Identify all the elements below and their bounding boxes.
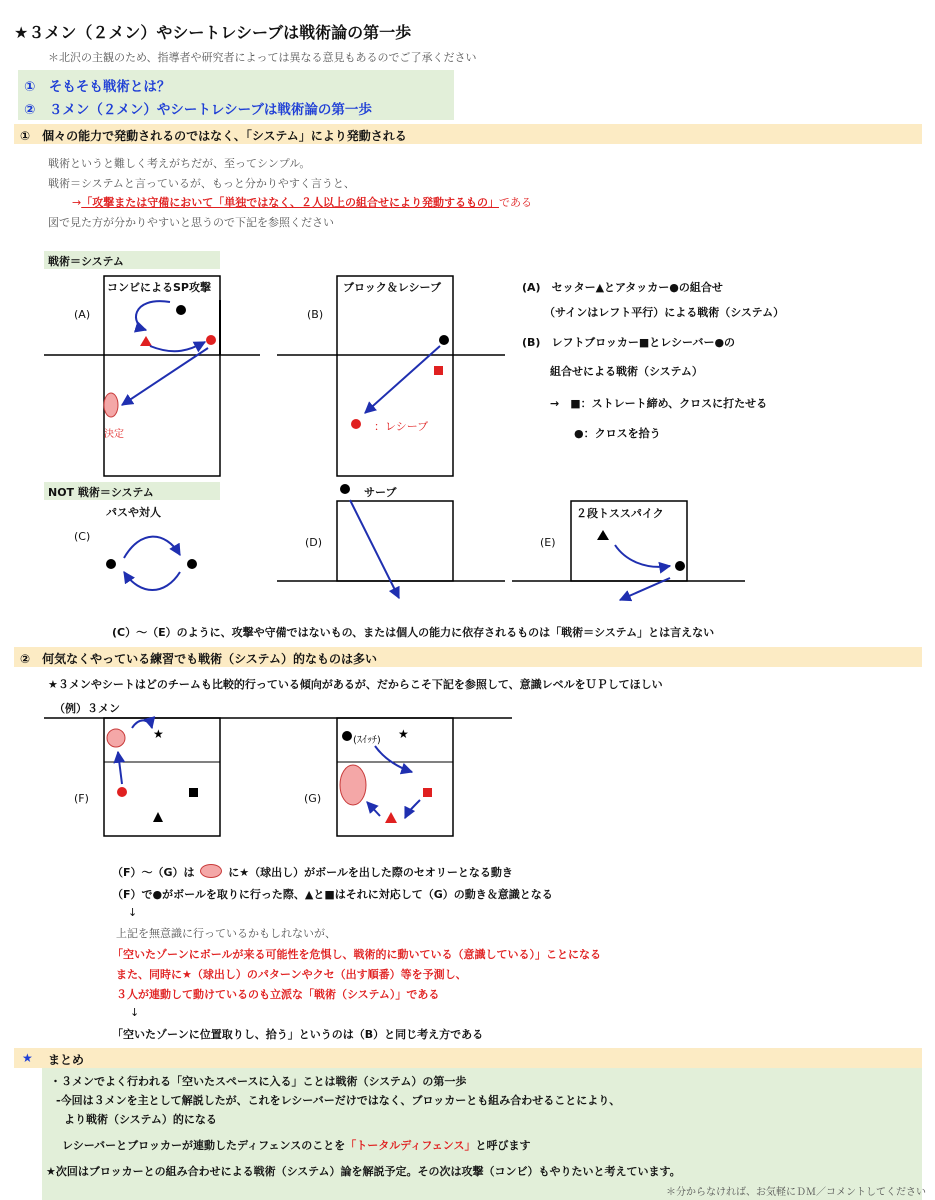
- receiver-ellipse-a: [104, 393, 118, 417]
- summary-star-icon: ★: [22, 1051, 33, 1065]
- diagram-e-title: ２段トススパイク: [576, 507, 664, 520]
- receiver-circle-b: [351, 419, 361, 429]
- star-f: ★: [153, 727, 164, 741]
- summary-line-2: -今回は３メンを主として解説したが、これをレシーバーだけではなく、ブロッカーとも組み合わせることにより、: [56, 1094, 621, 1107]
- diagram-d-label: (D): [305, 536, 323, 549]
- summary-next: ★次回はブロッカーとの組み合わせによる戦術（システム）論を解説予定。その次は攻撃（コンビ）もやりたいと考えています。: [46, 1165, 681, 1178]
- fg-line-2: （F）で●がボールを取りに行った際、▲と■はそれに対応して（G）の動き＆意識となる: [112, 888, 553, 901]
- toc-item-2[interactable]: ② ３メン（２メン）やシートレシーブは戦術論の第一歩: [24, 102, 372, 118]
- diagram1-conclusion: (C）～（E）のように、攻撃や守備ではないもの、または個人の能力に依存されるものは「戦術＝システム」とは言えない: [112, 626, 715, 639]
- note-b-2: 組合せによる戦術（システム）: [550, 365, 703, 378]
- diagram-a-label: (A): [74, 308, 91, 321]
- diagram-e: [512, 501, 745, 600]
- arrow-c-bottom: [124, 572, 180, 590]
- player-f-triangle: [153, 812, 163, 822]
- example-label: （例）３メン: [54, 702, 120, 715]
- tactics-definition: 「攻撃または守備において「単独ではなく、２人以上の組合せにより発動するもの」: [81, 196, 499, 209]
- arrow-g-2: [405, 800, 420, 818]
- section2-intro: ★３メンやシートはどのチームも比較的行っている傾向があるが、だからこそ下記を参照して、意識レベルをＵＰしてほしい: [48, 678, 663, 691]
- summary-heading: まとめ: [48, 1053, 85, 1067]
- disclaimer: ＊北沢の主観のため、指導者や研究者によっては異なる意見もあるのでご了承ください: [48, 51, 477, 64]
- setter-triangle-e: [597, 530, 609, 540]
- diagram-g-label: (G): [304, 792, 322, 805]
- fg-line-3: 上記を無意識に行っているかもしれないが、: [116, 927, 336, 940]
- empty-zone-f: [107, 729, 125, 747]
- note-a-2: （サインはレフト平行）による戦術（システム）: [544, 306, 785, 319]
- setter-triangle-a: [140, 336, 152, 346]
- diagram-f-label: (F): [74, 792, 89, 805]
- empty-zone-g: [340, 765, 366, 805]
- court-a: [104, 276, 220, 476]
- fg-line-4: 「空いたゾーンにボールが来る可能性を危惧し、戦術的に動いている（意識している）」ことになる: [112, 948, 602, 961]
- total-key: 「トータルディフェンス」: [345, 1139, 476, 1152]
- diagram-c-title: パスや対人: [106, 506, 161, 519]
- diagram-a-kettei: 決定: [104, 429, 124, 440]
- diagram-g: [337, 718, 453, 836]
- summary-line-3: より戦術（システム）的になる: [64, 1113, 217, 1126]
- section1-heading: ① 個々の能力で発動されるのではなく、「システム」により発動される: [20, 129, 407, 143]
- fg-line-7: 「空いたゾーンに位置取りし、拾う」というのは（B）と同じ考え方である: [112, 1028, 484, 1041]
- attacker-circle-a: [206, 335, 216, 345]
- section1-line-1: 戦術というと難しく考えがちだが、至ってシンプル。: [48, 157, 311, 170]
- diagram-b-title: ブロック＆レシーブ: [343, 281, 441, 294]
- section1-line-3: 図で見た方が分かりやすいと思うので下記を参照ください: [48, 216, 334, 229]
- diagram-b-label: (B): [307, 308, 324, 321]
- diagram-g-switch: (ｽｲｯﾁ): [353, 735, 381, 746]
- player-f-red: [117, 787, 127, 797]
- fg-line-1a: （F）～（G）は: [112, 866, 195, 879]
- arrow-right-icon: →: [72, 196, 82, 209]
- diagram-b: [277, 276, 505, 476]
- label-not-system: NOT 戦術＝システム: [44, 482, 220, 500]
- note-b-3: → ■：ストレート締め、クロスに打たせる: [550, 397, 768, 410]
- player-c-left: [106, 559, 116, 569]
- player-a-black: [176, 305, 186, 315]
- note-a-1: (A) セッター▲とアタッカー●の組合せ: [522, 281, 723, 294]
- arrow-g-1: [375, 746, 412, 772]
- summary-footer: ＊分からなければ、お気軽にＤＭ／コメントしてください: [666, 1187, 926, 1198]
- server-d: [340, 484, 350, 494]
- diagram-c: [106, 537, 197, 590]
- summary-line-1: ・３メンでよく行われる「空いたスペースに入る」ことは戦術（システム）の第一歩: [50, 1075, 467, 1088]
- arrow-a-1: [136, 301, 170, 330]
- arrow-c-top: [124, 537, 180, 558]
- toc-item-1[interactable]: ① そもそも戦術とは？: [24, 79, 171, 95]
- arrow-b: [365, 346, 440, 413]
- attacker-b: [439, 335, 449, 345]
- diagram-a-title: コンビによるSP攻撃: [107, 281, 211, 294]
- fg-arrow-1: ↓: [128, 906, 138, 919]
- arrow-f-1: [132, 720, 152, 728]
- tactics-definition-suffix: である: [499, 196, 532, 209]
- court-b: [337, 276, 453, 476]
- player-c-right: [187, 559, 197, 569]
- arrow-e-1: [615, 545, 670, 567]
- diagram-d: [277, 484, 505, 598]
- player-g-black: [342, 731, 352, 741]
- label-tactics-system: 戦術＝システム: [44, 251, 220, 269]
- total-suffix: と呼びます: [475, 1139, 531, 1152]
- total-prefix: レシーバーとブロッカーが連動したディフェンスのことを: [62, 1139, 346, 1152]
- diagram-c-label: (C): [74, 530, 91, 543]
- arrow-f-2: [118, 752, 122, 784]
- diagram-a: [44, 276, 260, 476]
- fg-line-1b: に★（球出し）がボールを出した際のセオリーとなる動き: [228, 866, 513, 879]
- diagram-e-label: (E): [540, 536, 556, 549]
- court-e: [571, 501, 687, 581]
- diagram-d-serve: サーブ: [364, 486, 397, 499]
- note-b-4: ●：クロスを拾う: [574, 427, 661, 440]
- page-title: ★３メン（２メン）やシートレシーブは戦術論の第一歩: [14, 23, 412, 42]
- player-g-square: [423, 788, 432, 797]
- star-g: ★: [398, 727, 409, 741]
- player-g-triangle: [385, 812, 397, 823]
- section2-heading: ② 何気なくやっている練習でも戦術（システム）的なものは多い: [20, 652, 377, 666]
- player-f-square: [189, 788, 198, 797]
- court-d: [337, 501, 453, 581]
- note-b-1: (B) レフトブロッカー■とレシーバー●の: [522, 336, 736, 349]
- diagram-b-receive: ：レシーブ: [374, 420, 429, 433]
- fg-line-5: また、同時に★（球出し）のパターンやクセ（出す順番）等を予測し、: [116, 968, 467, 981]
- arrow-a-3: [122, 348, 208, 405]
- fg-line-6: ３人が連動して動けているのも立派な「戦術（システム）」である: [116, 988, 440, 1001]
- attacker-e: [675, 561, 685, 571]
- blocker-square-b: [434, 366, 443, 375]
- arrow-d: [350, 500, 399, 598]
- section1-line-2: 戦術＝システムと言っているが、もっと分かりやすく言うと、: [48, 177, 355, 190]
- fg-arrow-2: ↓: [130, 1006, 140, 1019]
- diagram-f: [44, 718, 512, 836]
- arrow-g-3: [367, 802, 380, 816]
- arrow-a-2: [150, 342, 205, 351]
